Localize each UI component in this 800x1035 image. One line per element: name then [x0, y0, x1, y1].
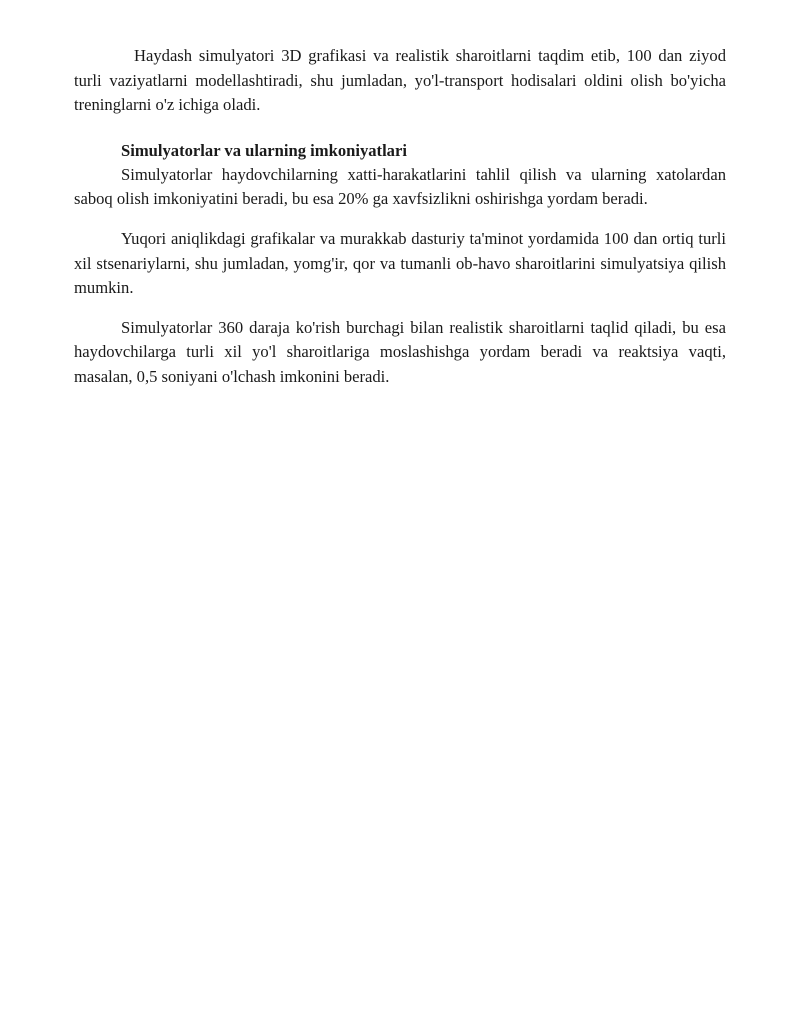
paragraph-viewing-angle: Simulyatorlar 360 daraja ko'rish burchagi bilan realistik sharoitlarni taqlid qiladi, bu esa haydovchilarga turli xil yo'l sharoitlariga moslashishga yordam beradi va reaktsiya vaqti, masalan, 0,5 soniyani o'lchash imkonini beradi. — [74, 317, 726, 386]
paragraph-scenarios: Yuqori aniqlikdagi grafikalar va murakkab dasturiy ta'minot yordamida 100 dan ortiq turli xil stsenariylarni, shu jumladan, yomg'ir, qor va tumanli ob-havo sharoitlarini simulyatsiya qilish mumkin. — [74, 228, 726, 298]
document-page — [74, 44, 726, 390]
intro-paragraph: Haydash simulyatori 3D grafikasi va realistik sharoitlarni taqdim etib, 100 dan ziyod turli vaziyatlarni modellashtiradi, shu jumladan, yo'l-transport hodisalari oldini olish bo'yicha treninglarni o'z ichiga oladi. — [74, 46, 726, 115]
section-heading: Simulyatorlar va ularning imkoniyatlari — [121, 140, 407, 160]
paragraph-behavior-analysis: Simulyatorlar haydovchilarning xatti-harakatlarini tahlil qilish va ularning xatolardan saboq olish imkoniyatini beradi, bu esa 20% ga xavfsizlikni oshirishga yordam beradi. — [74, 164, 726, 209]
